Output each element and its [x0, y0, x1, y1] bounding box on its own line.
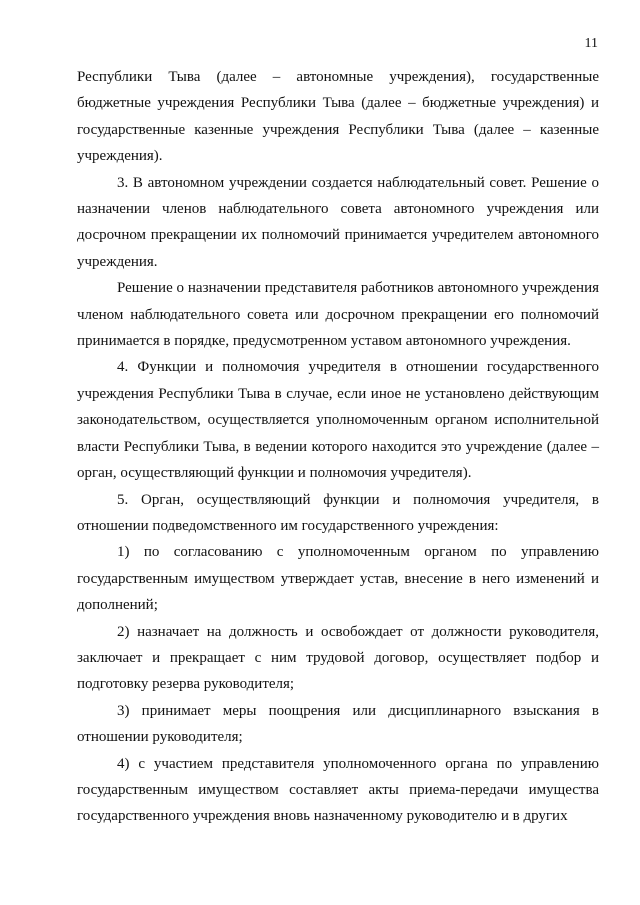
paragraph-item-5: 5. Орган, осуществляющий функции и полномочия учредителя, в отношении подведомственного им государственного учреждения: [77, 491, 599, 534]
subitem-1: 1) по согласованию с уполномоченным органом по управлению государственным имуществом утверждает устав, внесение в него изменений и дополнений; [77, 544, 599, 614]
subitem-3: 3) принимает меры поощрения или дисциплинарного взыскания в отношении руководителя; [77, 702, 599, 746]
paragraph-item-4: 4. Функции и полномочия учредителя в отношении государственного учреждения Республики Тыва в случае, если иное не установлено действующим законодательством, осуществляется уполномоченным органом исполнительной власти Республики Тыва, в ведении которого находится это учреждение (далее – орган, осуществляющий функции и полномочия учредителя). [77, 359, 599, 482]
page-number: 11 [584, 36, 598, 51]
subitem-4: 4) с участием представителя уполномоченного органа по управлению государственным имуществом составляет акты приема-передачи имущества государственного учреждения вновь назначенному руководителю и в других [77, 755, 599, 825]
paragraph-item-3-decision: Решение о назначении представителя работников автономного учреждения членом наблюдательного совета или досрочном прекращении его полномочий принимается в порядке, предусмотренном уставом автономного учреждения. [77, 280, 599, 350]
paragraph-item-3: 3. В автономном учреждении создается наблюдательный совет. Решение о назначении членов наблюдательного совета автономного учреждения или досрочном прекращении их полномочий принимается учредителем автономного учреждения. [77, 174, 599, 270]
paragraph-continuation: Республики Тыва (далее – автономные учреждения), государственные бюджетные учреждения Республики Тыва (далее – бюджетные учреждения) и государственные казенные учреждения Республики Тыва (далее – казенные учреждения). [77, 69, 599, 165]
document-body [77, 64, 599, 830]
subitem-2: 2) назначает на должность и освобождает от должности руководителя, заключает и прекращает с ним трудовой договор, осуществляет подбор и подготовку резерва руководителя; [77, 623, 599, 693]
